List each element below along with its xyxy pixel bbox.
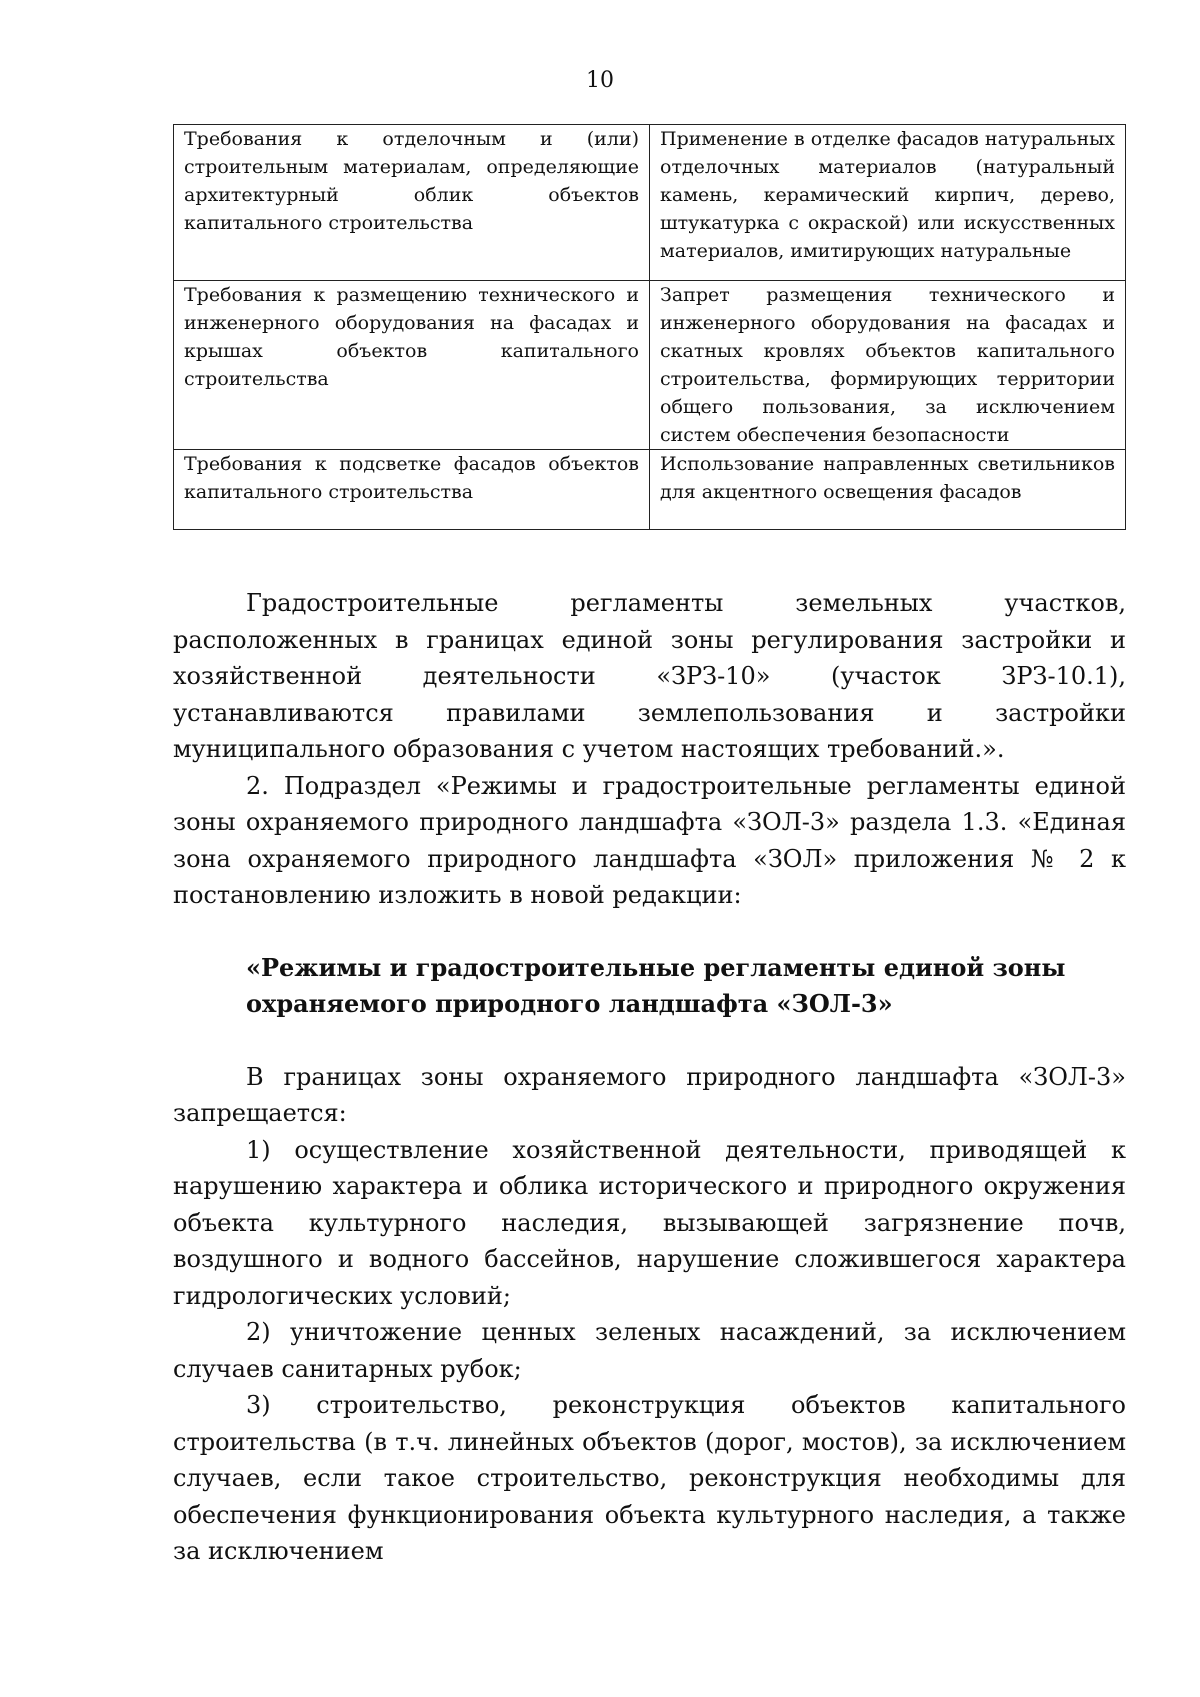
table-cell-requirement: Требования к отделочным и (или) строительным материалам, определяющие архитектурный облик объектов капитального строительства — [174, 125, 650, 281]
section-heading-line: охраняемого природного ландшафта «ЗОЛ-3» — [246, 989, 893, 1018]
table-row — [174, 450, 1126, 530]
table-row — [174, 281, 1126, 450]
section-heading — [173, 950, 1126, 1023]
paragraph: В границах зоны охраняемого природного ландшафта «ЗОЛ-3» запрещается: — [173, 1062, 1126, 1127]
paragraph: Градостроительные регламенты земельных участков, расположенных в границах единой зоны регулирования застройки и хозяйственной деятельности «ЗРЗ-10» (участок ЗРЗ-10.1), устанавливаются правилами землепользования и застройки муниципального образования с учетом настоящих требований.». — [173, 589, 1126, 763]
list-item: 1) осуществление хозяйственной деятельности, приводящей к нарушению характера и облика исторического и природного окружения объекта культурного наследия, вызывающей загрязнение почв, воздушного и водного бассейнов, нарушение сложившегося характера гидрологических условий; — [173, 1135, 1126, 1310]
table-cell-value: Запрет размещения технического и инженерного оборудования на фасадах и скатных кровлях объектов капитального строительства, формирующих территории общего пользования, за исключением систем обеспечения безопасности — [650, 281, 1126, 450]
document-body — [173, 585, 1126, 1570]
paragraph: 2. Подраздел «Режимы и градостроительные регламенты единой зоны охраняемого природного ландшафта «ЗОЛ-3» раздела 1.3. «Единая зона охраняемого природного ландшафта «ЗОЛ» приложения № 2 к постановлению изложить в новой редакции: — [173, 771, 1126, 909]
list-item: 3) строительство, реконструкция объектов капитального строительства (в т.ч. линейных объектов (дорог, мостов), за исключением случаев, если такое строительство, реконструкция необходимы для обеспечения функционирования объекта культурного наследия, а также за исключением — [173, 1391, 1126, 1565]
table-row — [174, 125, 1126, 281]
table-cell-requirement: Требования к размещению технического и инженерного оборудования на фасадах и крышах объектов капитального строительства — [174, 281, 650, 450]
table-cell-value: Применение в отделке фасадов натуральных отделочных материалов (натуральный камень, керамический кирпич, дерево, штукатурка с окраской) или искусственных материалов, имитирующих натуральные — [650, 125, 1126, 281]
list-item: 2) уничтожение ценных зеленых насаждений, за исключением случаев санитарных рубок; — [173, 1318, 1126, 1383]
requirements-table — [173, 124, 1126, 530]
section-heading-line: «Режимы и градостроительные регламенты единой зоны — [246, 952, 1066, 982]
table-cell-requirement: Требования к подсветке фасадов объектов капитального строительства — [174, 450, 650, 530]
table-cell-value: Использование направленных светильников для акцентного освещения фасадов — [650, 450, 1126, 530]
page-number: 10 — [586, 68, 614, 93]
